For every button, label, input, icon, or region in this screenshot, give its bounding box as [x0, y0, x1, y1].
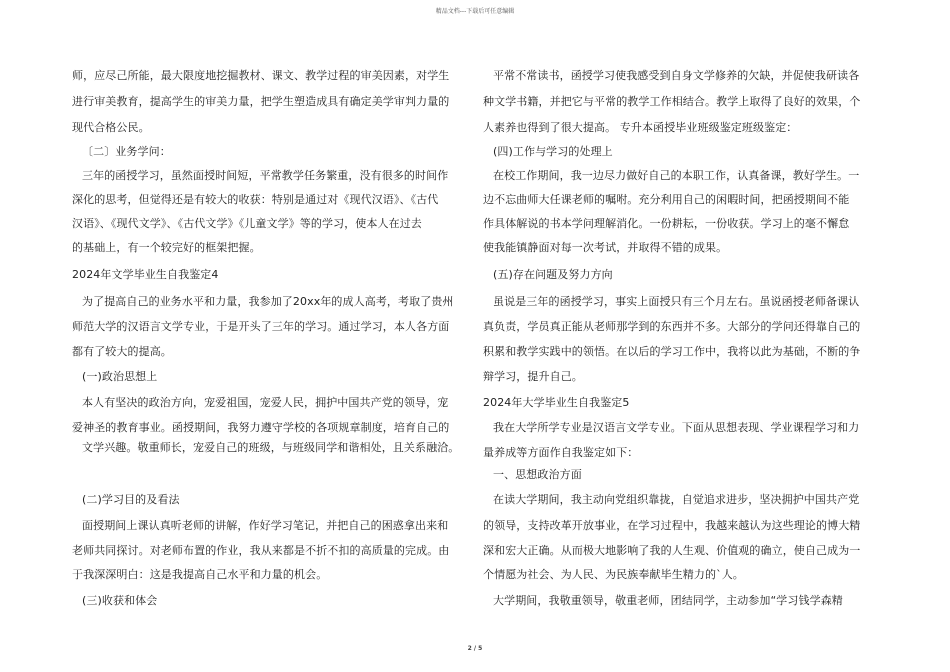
text-line: 大学期间，我敬重领导，敬重老师，团结同学，主动参加“学习钱学森精	[493, 594, 843, 607]
text-line: 种文学书籍，并把它与平常的教学工作相结合。教学上取得了良好的效果，个	[483, 95, 861, 108]
text-line: 的领导，支持改革开放事业，在学习过程中，我越来越认为这些理论的博大精	[483, 519, 861, 532]
article-title: 2024年文学毕业生自我鉴定4	[72, 268, 219, 281]
text-line: 边不忘曲师大任课老师的嘱咐。充分利用自己的闲暇时间，把函授期间不能	[483, 193, 850, 206]
text-line: 文学兴趣。敬重师长，宠爱自己的班级，与班级同学和谐相处，且关系融洽。	[82, 441, 460, 454]
section-heading: (三)收获和体会	[82, 594, 158, 607]
text-line: 使我能镇静面对每一次考试，并取得不错的成果。	[483, 241, 728, 254]
text-line: 汉语》、《现代文学》、《古代文学》《儿童文学》等的学习，使本人在过去	[72, 217, 422, 230]
text-line: 个情愿为社会、为人民、为民族奉献毕生精力的`人。	[483, 568, 744, 581]
text-line: 在校工作期间，我一边尽力做好自己的本职工作，认真备课，教好学生。一	[493, 169, 860, 182]
text-line: 辩学习，提升自己。	[483, 370, 583, 383]
text-line: 师，应尽己所能，最大限度地挖掘教材、课文、教学过程的审美因素，对学生	[72, 69, 450, 82]
text-line: 虽说是三年的函授学习，事实上面授只有三个月左右。虽说函授老师备课认	[493, 295, 860, 308]
text-line: 深化的思考，但觉得还是有较大的收获：特别是通过对《现代汉语》、《古代	[72, 193, 439, 206]
text-line: 爱神圣的教育事业。函授期间，我努力遵守学校的各项规章制度，培育自己的	[72, 421, 450, 434]
text-line: 积累和教学实践中的领悟。在以后的学习工作中，我将以此为基础，不断的争	[483, 345, 861, 358]
text-line: 面授期间上课认真听老师的讲解，作好学习笔记，并把自己的困惑拿出来和	[82, 519, 449, 532]
text-line: 真负责，学员真正能从老师那学到的东西并不多。大部分的学问还得靠自己的	[483, 320, 861, 333]
section-heading: (五)存在问题及努力方向	[493, 268, 613, 281]
text-line: 进行审美教育，提高学生的审美力量，把学生塑造成具有确定美学审判力量的	[72, 95, 450, 108]
section-heading: (四)工作与学习的处理上	[493, 145, 613, 158]
text-line: 深和宏大正确。从而极大地影响了我的人生观、价值观的确立，使自己成为一	[483, 544, 861, 557]
section-heading: 一、思想政治方面	[493, 468, 582, 481]
section-heading: 〔二〕业务学问：	[82, 145, 171, 158]
text-line: 现代合格公民。	[72, 121, 150, 134]
text-line: 于我深深明白：这是我提高自己水平和力量的机会。	[72, 568, 328, 581]
text-line: 作具体解说的书本学问理解消化。一份耕耘，一份收获。学习上的毫不懈怠	[483, 217, 850, 230]
page-number: 2 / 5	[467, 645, 483, 652]
text-line: 本人有坚决的政治方向，宠爱祖国，宠爱人民，拥护中国共产党的领导，宠	[82, 396, 449, 409]
text-line: 在读大学期间，我主动向党组织靠拢，自觉追求进步，坚决拥护中国共产党	[493, 493, 860, 506]
text-line: 师范大学的汉语言文学专业，于是开头了三年的学习。通过学习，本人各方面	[72, 320, 450, 333]
text-line: 量养成等方面作自我鉴定如下：	[483, 446, 639, 459]
page-header: 精品文档---下载后可任意编辑	[435, 8, 515, 15]
text-line: 人素养也得到了很大提高。 专升本函授毕业班级鉴定班级鉴定：	[483, 121, 798, 134]
text-line: 为了提高自己的业务水平和力量，我参加了20xx年的成人高考，考取了贵州	[82, 295, 454, 308]
text-line: 的基础上，有一个较完好的框架把握。	[72, 241, 261, 254]
section-heading: (一)政治思想上	[82, 370, 158, 383]
text-line: 我在大学所学专业是汉语言文学专业。下面从思想表现、学业课程学习和力	[493, 421, 860, 434]
text-line: 老师共同探讨。对老师布置的作业，我从来都是不折不扣的高质量的完成。由	[72, 544, 450, 557]
article-title: 2024年大学毕业生自我鉴定5	[483, 396, 630, 409]
text-line: 三年的函授学习，虽然面授时间短，平常教学任务繁重，没有很多的时间作	[82, 169, 449, 182]
section-heading: (二)学习目的及看法	[82, 493, 180, 506]
text-line: 平常不常读书，函授学习使我感受到自身文学修养的欠缺，并促使我研读各	[493, 69, 860, 82]
text-line: 都有了较大的提高。	[72, 345, 172, 358]
